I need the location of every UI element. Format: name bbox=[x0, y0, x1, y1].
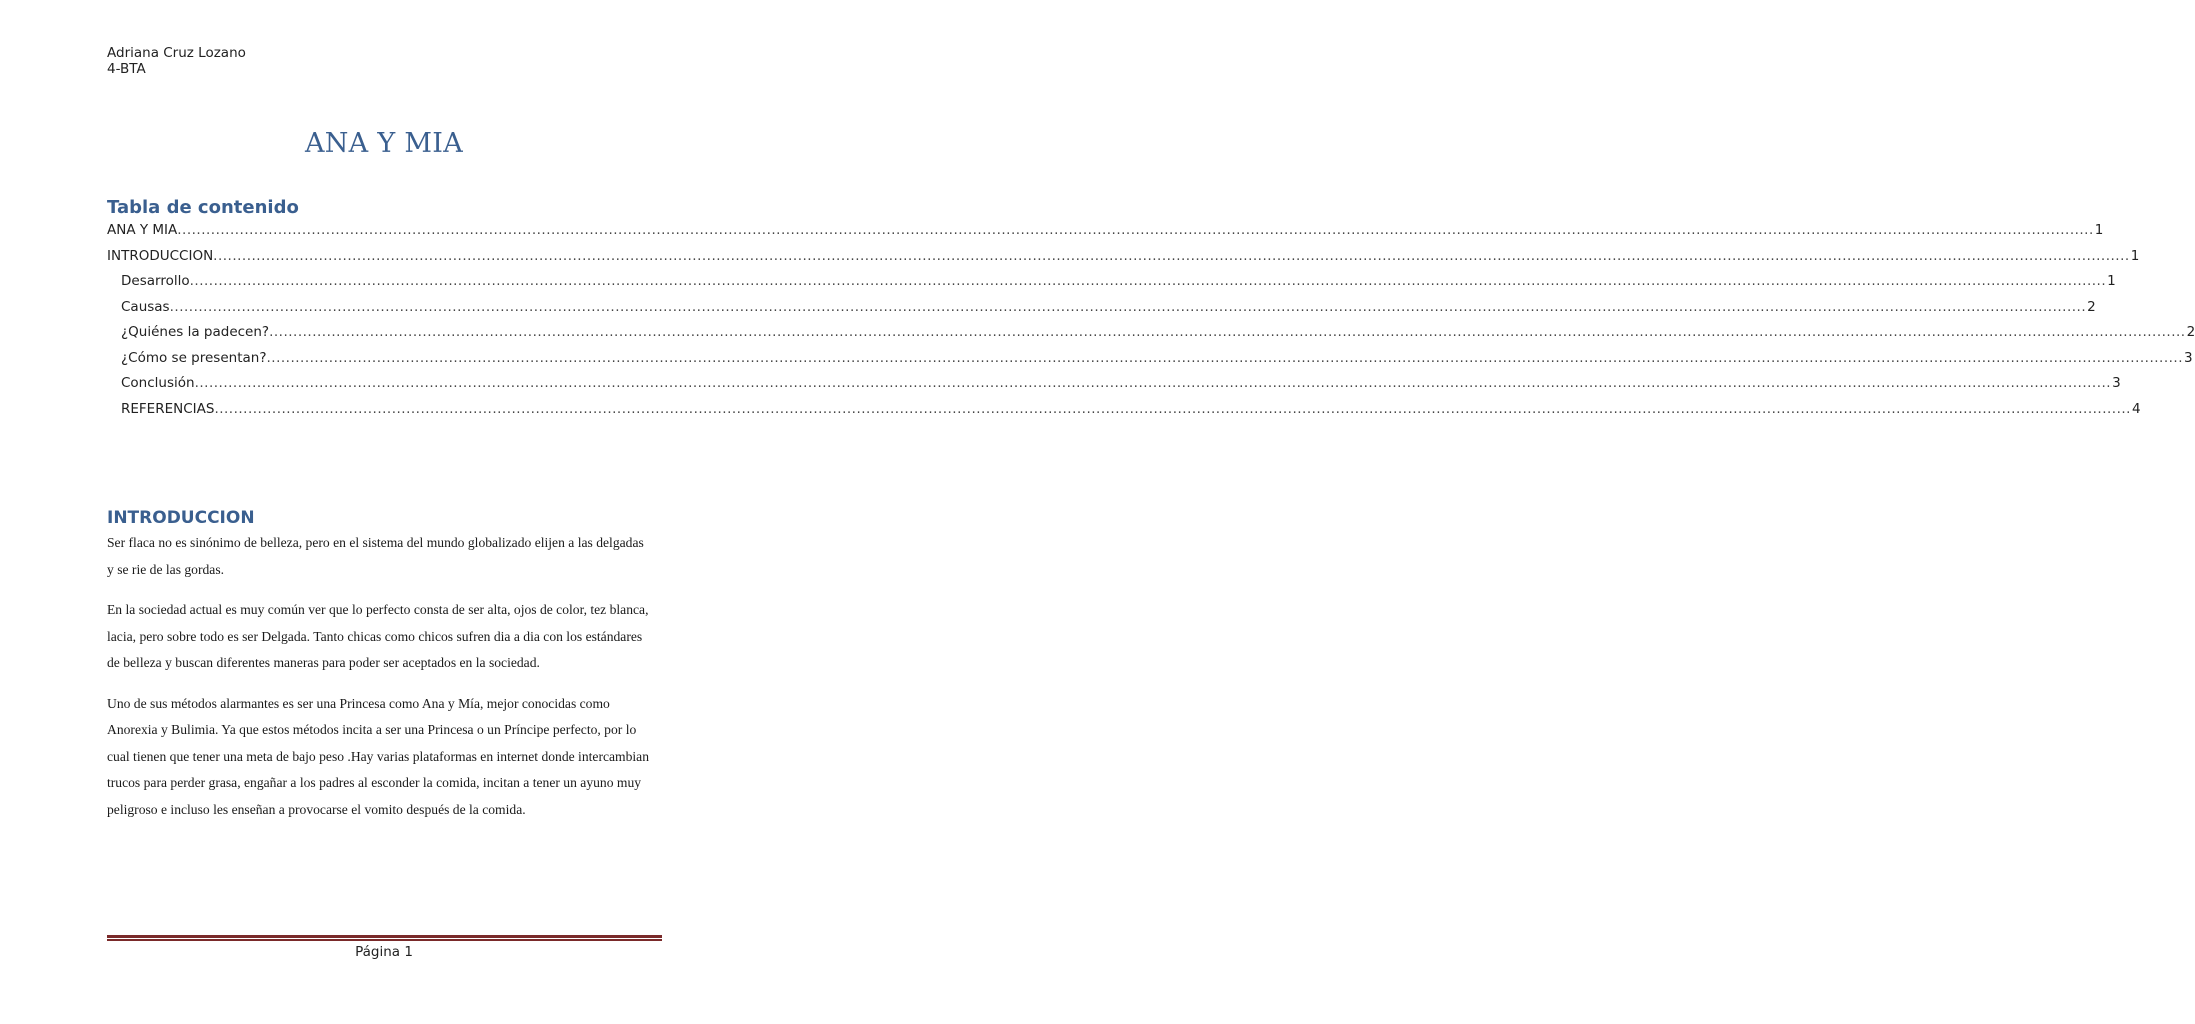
toc-entry-title: ¿Quiénes la padecen? bbox=[121, 324, 270, 340]
page-number: Página 1 bbox=[355, 944, 413, 960]
toc-entry[interactable] bbox=[107, 349, 2193, 376]
document-title: ANA Y MIA bbox=[304, 128, 464, 159]
toc-entry-title: ¿Cómo se presentan? bbox=[121, 349, 267, 366]
toc-entry[interactable] bbox=[107, 273, 2116, 299]
toc-entry[interactable] bbox=[107, 375, 2121, 401]
footer-divider bbox=[107, 935, 662, 941]
toc-entry-title: INTRODUCCION bbox=[107, 247, 214, 264]
toc-entry-page: 3 bbox=[2184, 349, 2193, 366]
toc-entry[interactable] bbox=[107, 222, 2104, 248]
toc-entry[interactable] bbox=[107, 247, 2140, 274]
toc-entry-page: 1 bbox=[2094, 222, 2104, 238]
toc-leader-dots: ................................................................................................................................................................................................................................................................................................................................................................................................................ bbox=[177, 222, 2094, 238]
toc-leader-dots: ................................................................................................................................................................................................................................................................................................................................................................................................................ bbox=[213, 247, 2130, 264]
toc-entry-page: 4 bbox=[2131, 400, 2141, 417]
toc-entry[interactable] bbox=[107, 298, 2096, 325]
toc-entry-title: Causas bbox=[121, 298, 170, 315]
toc-leader-dots: ................................................................................................................................................................................................................................................................................................................................................................................................................ bbox=[214, 400, 2131, 417]
toc-entry-title: Conclusión bbox=[121, 375, 195, 391]
introduction-heading: INTRODUCCION bbox=[107, 508, 255, 528]
table-of-contents bbox=[107, 222, 2195, 426]
author-block bbox=[107, 45, 246, 77]
toc-entry-page: 1 bbox=[2130, 247, 2140, 264]
toc-entry-title: REFERENCIAS bbox=[121, 400, 215, 417]
author-group: 4-BTA bbox=[107, 61, 146, 77]
toc-entry[interactable] bbox=[107, 400, 2141, 427]
toc-entry-page: 2 bbox=[2186, 324, 2195, 340]
toc-entry-title: ANA Y MIA bbox=[107, 222, 178, 238]
toc-heading: Tabla de contenido bbox=[107, 197, 299, 218]
toc-leader-dots: ................................................................................................................................................................................................................................................................................................................................................................................................................ bbox=[169, 298, 2087, 315]
toc-entry-page: 1 bbox=[2107, 273, 2116, 289]
toc-leader-dots: ................................................................................................................................................................................................................................................................................................................................................................................................................ bbox=[189, 273, 2107, 289]
toc-leader-dots: ................................................................................................................................................................................................................................................................................................................................................................................................................ bbox=[266, 349, 2184, 366]
paragraph-2: En la sociedad actual es muy común ver que lo perfecto consta de ser alta, ojos de color, tez blanca, lacia, pero sobre todo es ser Delgada. Tanto chicas como chicos sufren dia a dia con los estándares de belleza y buscan diferentes maneras para poder ser aceptados en la sociedad. bbox=[107, 602, 649, 670]
author-name: Adriana Cruz Lozano bbox=[107, 45, 246, 61]
toc-leader-dots: ................................................................................................................................................................................................................................................................................................................................................................................................................ bbox=[269, 324, 2186, 340]
toc-entry-page: 2 bbox=[2087, 298, 2096, 315]
paragraph-1: Ser flaca no es sinónimo de belleza, pero en el sistema del mundo globalizado elijen a las delgadas y se rie de las gordas. bbox=[107, 535, 644, 577]
introduction-body bbox=[107, 530, 652, 837]
toc-entry-page: 3 bbox=[2112, 375, 2121, 391]
toc-leader-dots: ................................................................................................................................................................................................................................................................................................................................................................................................................ bbox=[194, 375, 2112, 391]
toc-entry[interactable] bbox=[107, 324, 2195, 350]
toc-entry-title: Desarrollo bbox=[121, 273, 190, 289]
paragraph-3: Uno de sus métodos alarmantes es ser una Princesa como Ana y Mía, mejor conocidas como Anorexia y Bulimia. Ya que estos métodos incita a ser una Princesa o un Príncipe perfecto, por lo cual tienen que tener una meta de bajo peso .Hay varias plataformas en internet donde intercambian trucos para perder grasa, engañar a los padres al esconder la comida, incitan a tener un ayuno muy peligroso e incluso les enseñan a provocarse el vomito después de la comida. bbox=[107, 695, 650, 817]
